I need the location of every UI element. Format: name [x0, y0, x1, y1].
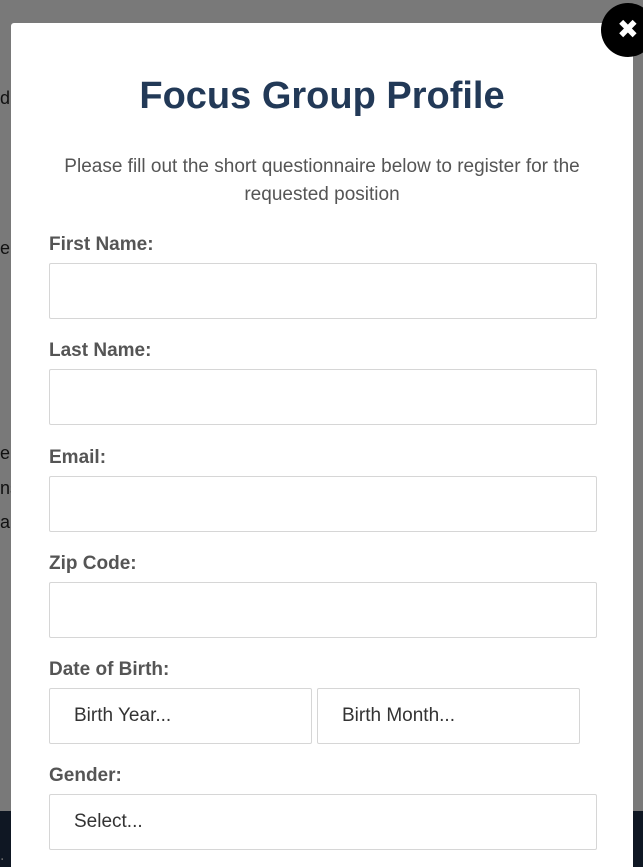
- zip-code-input[interactable]: [49, 582, 597, 638]
- birth-month-select[interactable]: Birth Month...: [317, 688, 580, 744]
- first-name-input[interactable]: [49, 263, 597, 319]
- zip-code-label: Zip Code:: [49, 553, 137, 574]
- close-icon: ✖: [617, 14, 639, 44]
- last-name-label: Last Name:: [49, 340, 152, 361]
- email-label: Email:: [49, 447, 107, 468]
- focus-group-modal: [11, 23, 633, 867]
- gender-select[interactable]: Select...: [49, 794, 597, 850]
- email-input[interactable]: [49, 476, 597, 532]
- gender-label: Gender:: [49, 765, 122, 786]
- modal-title: Focus Group Profile: [139, 75, 505, 117]
- date-of-birth-label: Date of Birth:: [49, 659, 170, 680]
- first-name-label: First Name:: [49, 234, 154, 255]
- birth-year-select[interactable]: Birth Year...: [49, 688, 312, 744]
- modal-intro-text: Please fill out the short questionnaire below to register for the requested position: [64, 156, 580, 205]
- last-name-input[interactable]: [49, 369, 597, 425]
